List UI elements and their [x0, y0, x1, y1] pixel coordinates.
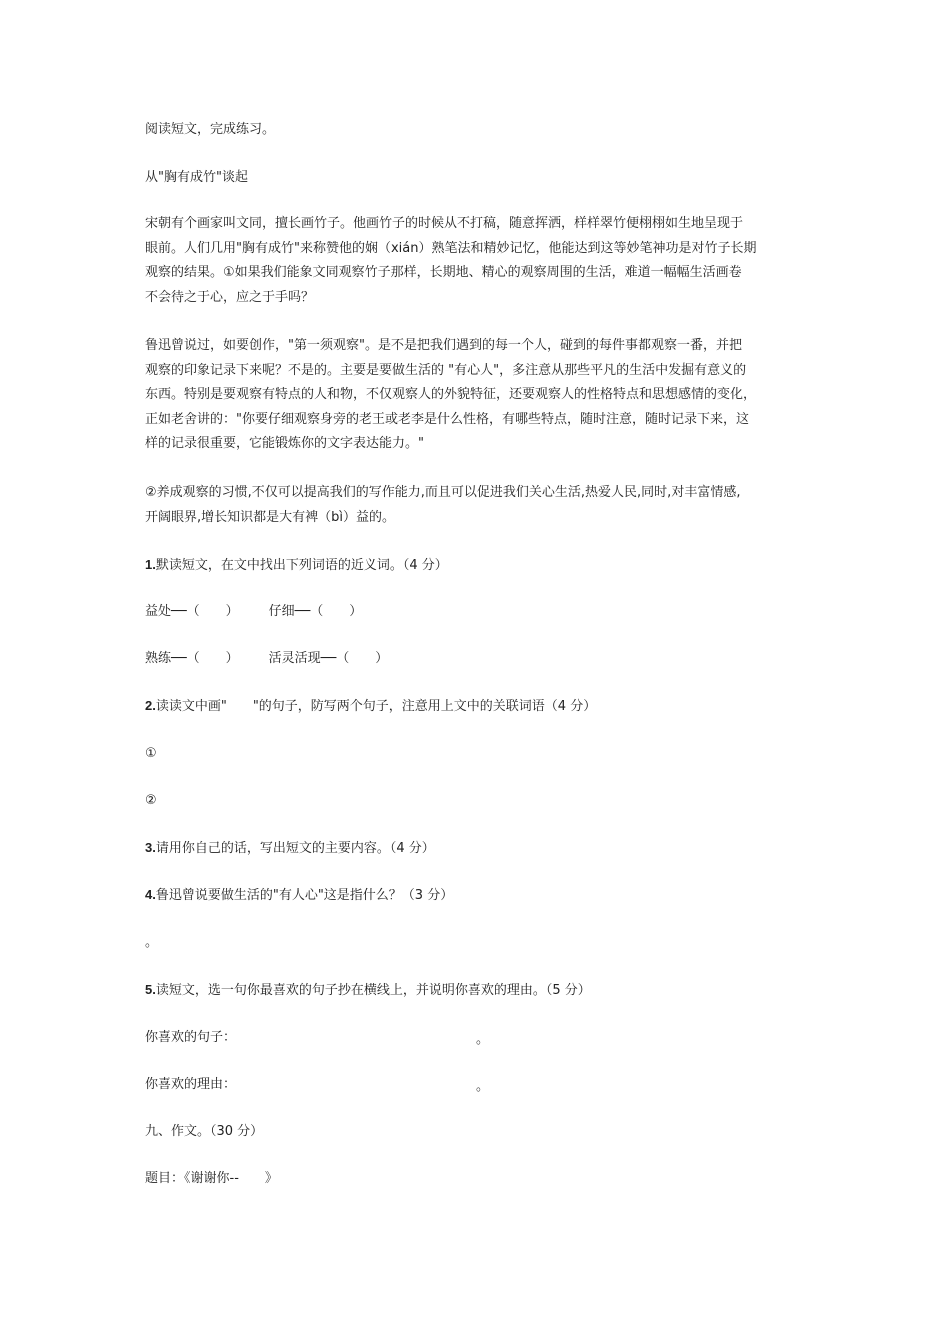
essay-title: 题目：《谢谢你-- 》: [145, 1171, 278, 1186]
favorite-reason-label: 你喜欢的理由：: [145, 1077, 237, 1092]
question-number: 2.: [145, 698, 156, 713]
synonym-item: 仔细──（ ）: [268, 604, 363, 619]
intro-line: 阅读短文，完成练习。: [145, 122, 276, 137]
favorite-reason-line: [145, 1076, 236, 1094]
question-text: 读读文中画" "的句子，防写两个句子，注意用上文中的关联词语（4 分）: [155, 699, 597, 714]
question-2: [145, 697, 596, 716]
question-1-row-1: [145, 603, 362, 621]
question-text: 读短文，选一句你最喜欢的句子抄在横线上，并说明你喜欢的理由。（5 分）: [155, 983, 591, 998]
question-4: [145, 886, 453, 905]
paragraph-2-line: 样的记录很重要，它能锻炼你的文字表达能力。": [145, 436, 424, 451]
paragraph-1-line: 不会待之于心，应之于手吗？: [145, 289, 315, 305]
section-9-heading: 九、作文。（30 分）: [145, 1124, 264, 1139]
paragraph-3-line: ②养成观察的习惯,不仅可以提高我们的写作能力,而且可以促进我们关心生活,热爱人民,同时,对丰富情感,: [145, 485, 741, 500]
favorite-sentence-end: 。: [476, 1032, 490, 1047]
paragraph-3-line: 开阔眼界,增长知识都是大有裨（bì）益的。: [145, 509, 395, 525]
synonym-item: 益处──（ ）: [145, 604, 239, 619]
paragraph-2-line: 鲁迅曾说过，如要创作，"第一须观察"。是不是把我们遇到的每一个人，碰到的每件事都观察一番，并把: [145, 338, 742, 353]
paragraph-2: [145, 334, 810, 457]
favorite-reason-end: 。: [476, 1079, 490, 1094]
answer-marker-2: ②: [145, 793, 157, 808]
question-number: 5.: [145, 982, 156, 997]
paragraph-2-line: 观察的印象记录下来呢？不是的。主要是要做生活的 "有心人"，多注意从那些平凡的生活中发掘有意义的: [145, 362, 747, 378]
question-1-row-2: [145, 650, 388, 668]
question-1: [145, 556, 448, 575]
question-number: 1.: [145, 557, 156, 572]
question-5: [145, 981, 591, 1000]
synonym-item: 熟练──（ ）: [145, 651, 239, 666]
question-text: 请用你自己的话，写出短文的主要内容。（4 分）: [155, 841, 435, 856]
paragraph-1-line: 眼前。人们几用"胸有成竹"来称赞他的娴（xián）熟笔法和精妙记忆，他能达到这等妙笔神功是对竹子长期: [145, 240, 757, 256]
paragraph-2-line: 东西。特别是要观察有特点的人和物，不仅观察人的外貌特征，还要观察人的性格特点和思想感情的变化，: [145, 387, 757, 402]
question-4-answer: 。: [145, 935, 159, 950]
question-3: [145, 839, 435, 858]
question-text: 鲁迅曾说要做生活的"有人心"这是指什么？（3 分）: [155, 888, 454, 903]
paragraph-1-line: 观察的结果。①如果我们能象文同观察竹子那样，长期地、精心的观察周围的生活，难道一幅幅生活画卷: [145, 265, 742, 280]
question-number: 3.: [145, 840, 156, 855]
passage-title: 从"胸有成竹"谈起: [145, 170, 248, 185]
question-text: 默读短文，在文中找出下列词语的近义词。（4 分）: [155, 558, 448, 573]
paragraph-1-line: 宋朝有个画家叫文同，擅长画竹子。他画竹子的时候从不打稿，随意挥洒，样样翠竹便栩栩如生地呈现于: [145, 216, 744, 231]
favorite-sentence-label: 你喜欢的句子：: [145, 1030, 237, 1045]
paragraph-3: [145, 481, 810, 530]
synonym-item: 活灵活现──（ ）: [268, 651, 389, 666]
favorite-sentence-line: [145, 1029, 236, 1047]
paragraph-1: [145, 212, 810, 310]
question-number: 4.: [145, 887, 156, 902]
answer-marker-1: ①: [145, 746, 157, 761]
paragraph-2-line: 正如老舍讲的："你要仔细观察身旁的老王或老李是什么性格，有哪些特点，随时注意，随时记录下来，这: [145, 411, 749, 427]
